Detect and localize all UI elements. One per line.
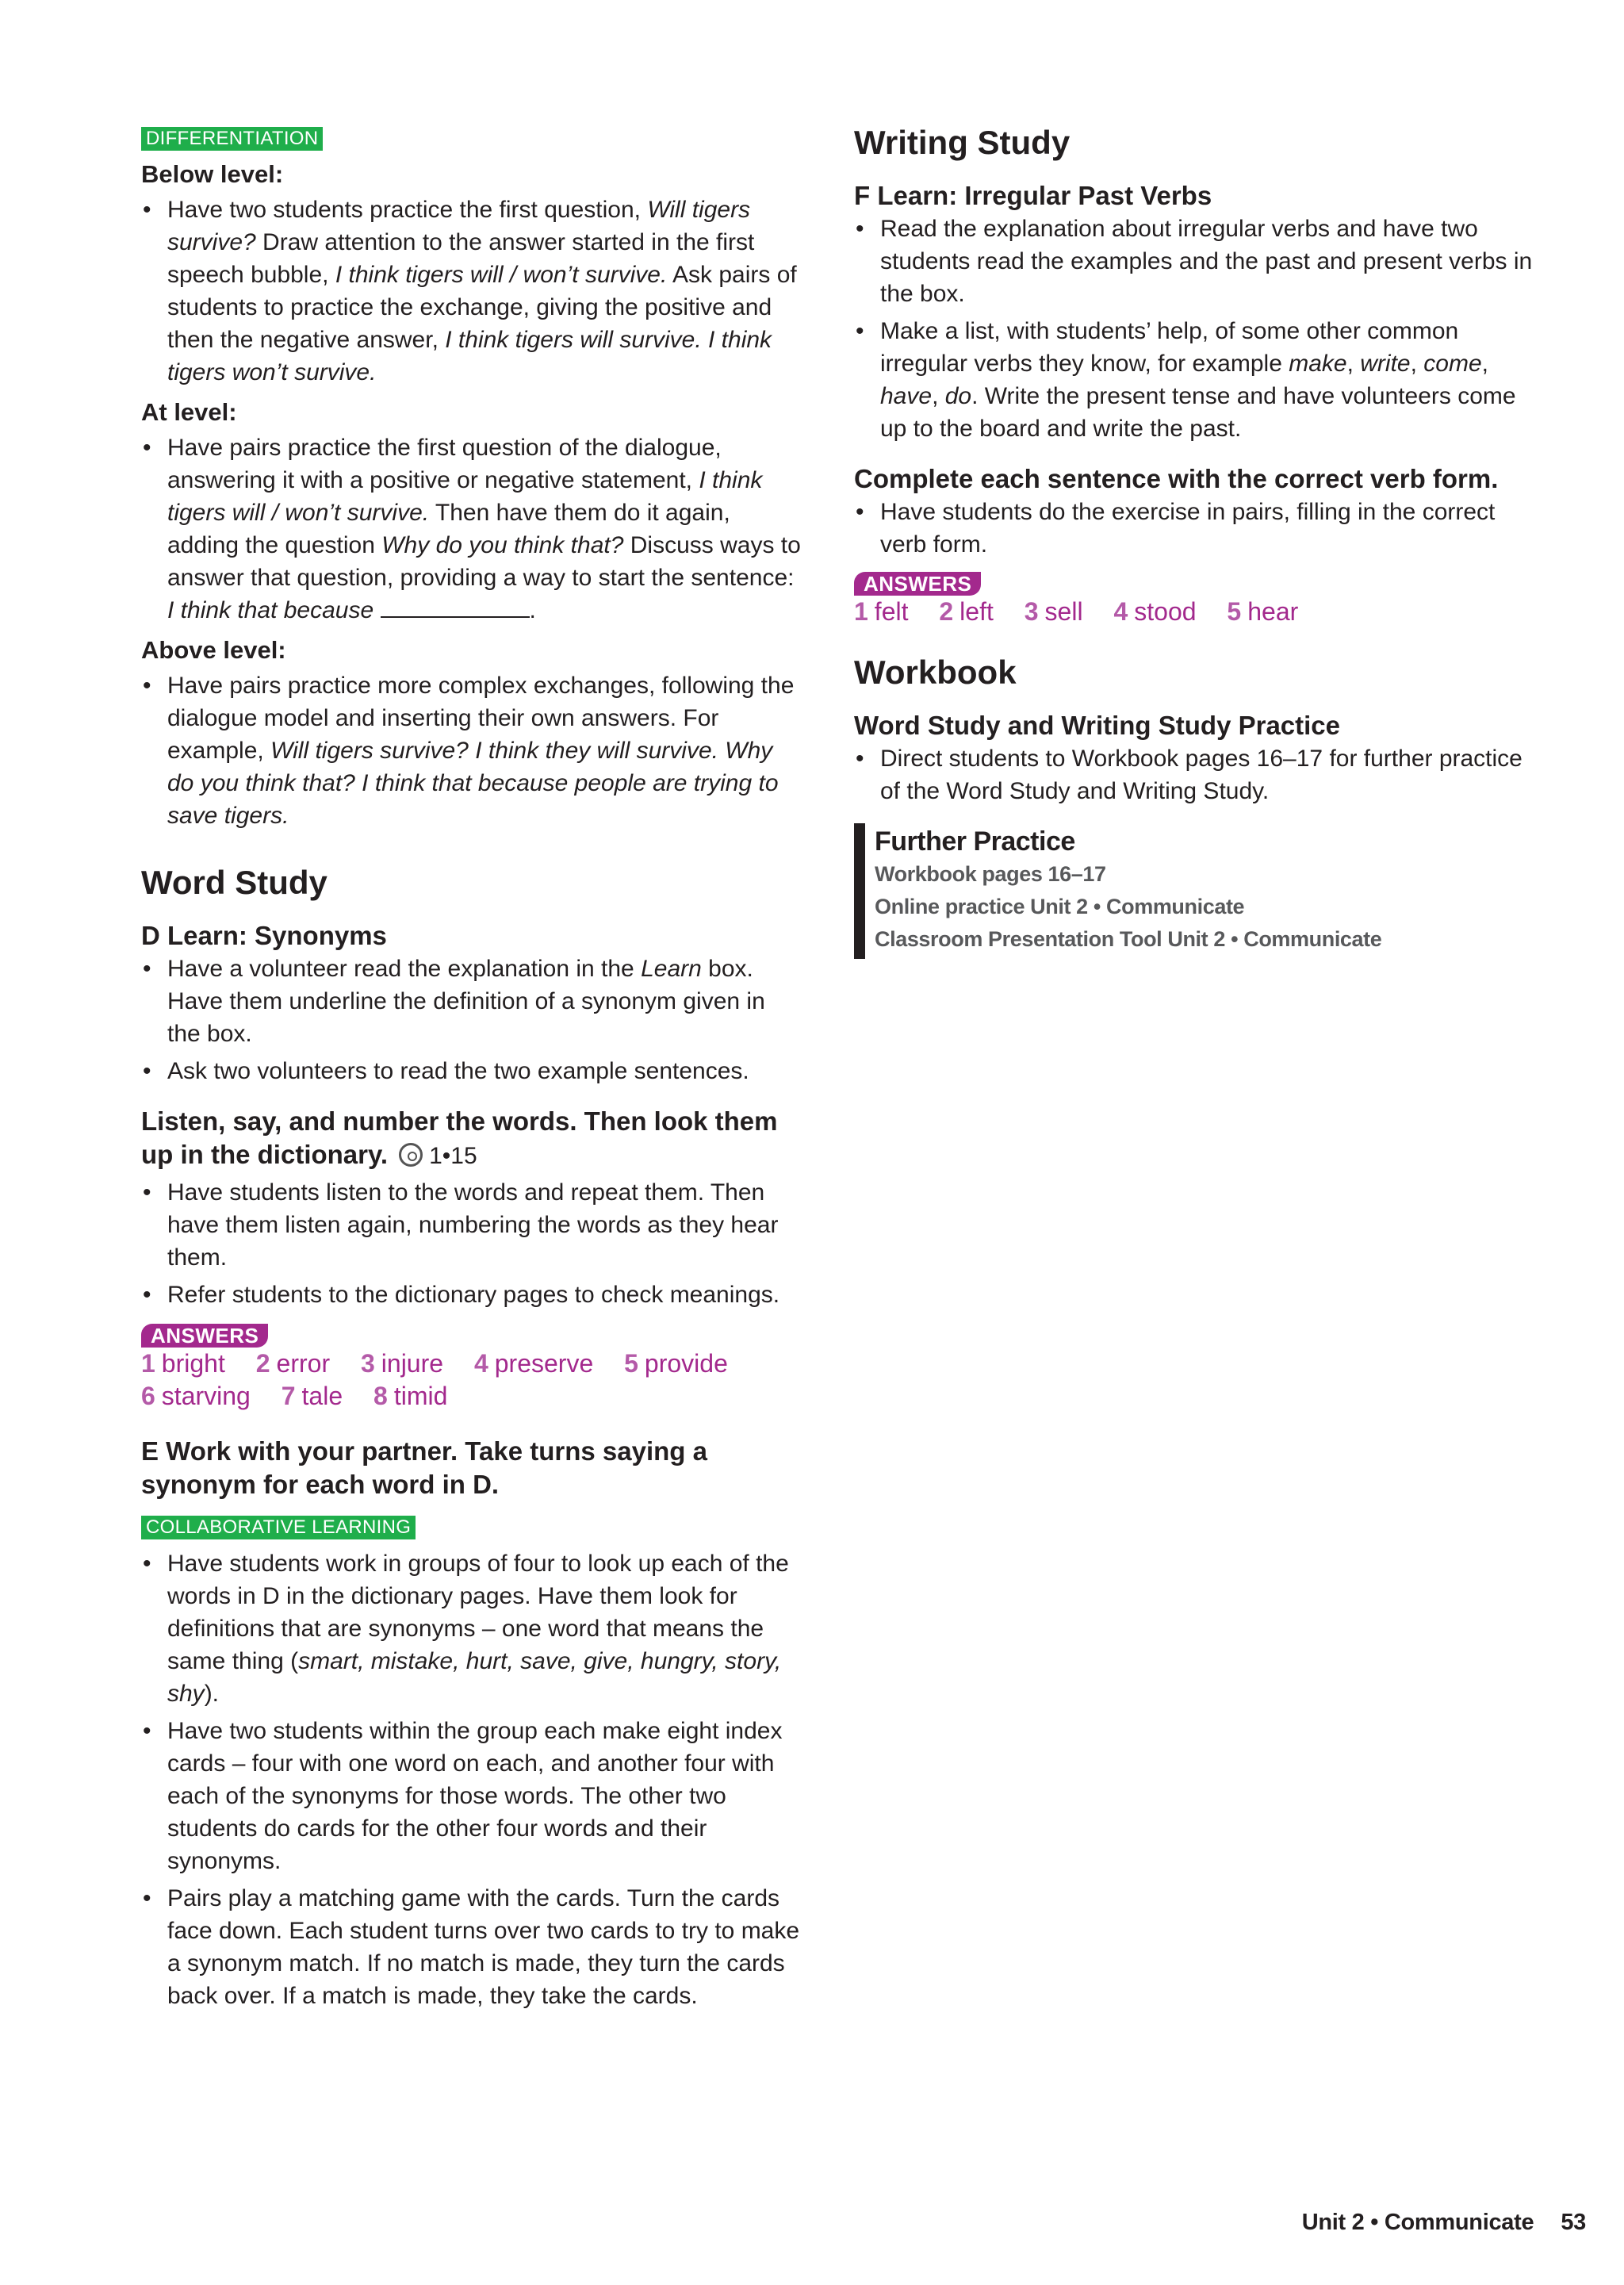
list-item: • Pairs play a matching game with the cards. Turn the cards face down. Each student turns over two cards to try to make a synonym match. If no match is made, they turn the cards back over. If a match is made, they take the cards. [141, 1882, 802, 2012]
differentiation-tag: DIFFERENTIATION [141, 127, 323, 151]
further-practice-box [854, 823, 1536, 959]
at-level-heading: At level: [141, 398, 237, 426]
list-item: • Read the explanation about irregular verbs and have two students read the examples and the past and present verbs in the box. [854, 213, 1536, 310]
complete-list [854, 496, 1536, 561]
further-practice-item: Online practice Unit 2 • Communicate [875, 895, 1245, 918]
above-level-list [141, 669, 802, 832]
list-item: • Refer students to the dictionary pages to check meanings. [141, 1279, 802, 1311]
at-level-list [141, 431, 802, 627]
list-item: • Have two students practice the first question, Will tigers survive? Draw attention to the answer started in the first speech bubble, I think tigers will / won’t survive. Ask pairs of students to practice the exchange, giving the positive and then the negative answer, I think tigers will survive. I think tigers won’t survive. [141, 194, 802, 389]
activity-e-list [141, 1547, 802, 2012]
list-item: • Ask two volunteers to read the two example sentences. [141, 1055, 802, 1087]
writing-study-heading: Writing Study [854, 124, 1071, 161]
page-footer [1300, 2210, 1586, 2236]
collab-tag-wrap [141, 1516, 802, 1539]
answers-row: 1 bright 2 error 3 injure 4 preserve 5 provide [141, 1349, 728, 1378]
answers-row: 1 felt 2 left 3 sell 4 stood 5 hear [854, 597, 1299, 626]
activity-f-heading: F Learn: Irregular Past Verbs [854, 181, 1212, 210]
writing-study-answers [854, 572, 1536, 628]
word-study-heading: Word Study [141, 864, 327, 901]
activity-d-list [141, 953, 802, 1087]
listen-instruction-heading: Listen, say, and number the words. Then look them up in the dictionary. 1•15 [141, 1106, 778, 1169]
list-item: • Have students listen to the words and repeat them. Then have them listen again, numbering the words as they hear them. [141, 1176, 802, 1274]
complete-instruction-heading: Complete each sentence with the correct verb form. [854, 464, 1499, 493]
track-number: 1•15 [429, 1143, 477, 1169]
answers-tag: ANSWERS [854, 572, 981, 596]
workbook-heading: Workbook [854, 654, 1017, 691]
above-level-heading: Above level: [141, 636, 286, 664]
right-column [854, 122, 1536, 959]
activity-d-heading: D Learn: Synonyms [141, 921, 387, 950]
further-practice-item: Classroom Presentation Tool Unit 2 • Communicate [875, 927, 1382, 951]
activity-e-heading: E Work with your partner. Take turns saying a synonym for each word in D. [141, 1436, 707, 1499]
below-level-list [141, 194, 802, 389]
collaborative-learning-tag: COLLABORATIVE LEARNING [141, 1516, 416, 1539]
page-number: 53 [1561, 2210, 1586, 2235]
activity-f-list [854, 213, 1536, 445]
list-item: • Have a volunteer read the explanation in the Learn box. Have them underline the definition of a synonym given in the box. [141, 953, 802, 1050]
list-item: • Make a list, with students’ help, of some other common irregular verbs they know, for example make, write, come, have, do. Write the present tense and have volunteers come up to the board and write the past. [854, 315, 1536, 445]
answers-row: 6 starving 7 tale 8 timid [141, 1382, 448, 1410]
audio-cd-icon [399, 1143, 423, 1167]
fill-in-blank [381, 596, 530, 618]
list-item: • Have pairs practice the first question of the dialogue, answering it with a positive or negative statement, I think tigers will / won’t survive. Then have them do it again, adding the question Why do you think that? Discuss ways to answer that question, providing a way to start the sentence: I think that because . [141, 431, 802, 627]
further-practice-title: Further Practice [875, 826, 1075, 857]
list-item: • Have two students within the group each make eight index cards – four with one word on each, and another four with each of the synonyms for those words. The other two students do cards for the other four words and their synonyms. [141, 1715, 802, 1877]
workbook-subheading: Word Study and Writing Study Practice [854, 711, 1341, 740]
further-practice-item: Workbook pages 16–17 [875, 862, 1106, 886]
list-item: • Have students work in groups of four to look up each of the words in D in the dictionary pages. Have them look for definitions that are synonyms – one word that means the same thing (smart, mistake, hurt, save, give, hungry, story, shy). [141, 1547, 802, 1710]
listen-list [141, 1176, 802, 1311]
below-level-heading: Below level: [141, 160, 284, 188]
list-item: • Have pairs practice more complex exchanges, following the dialogue model and inserting their own answers. For example, Will tigers survive? I think they will survive. Why do you think that? I think that because people are trying to save tigers. [141, 669, 802, 832]
list-item: • Have students do the exercise in pairs, filling in the correct verb form. [854, 496, 1536, 561]
left-column [141, 127, 802, 2017]
answers-tag: ANSWERS [141, 1324, 268, 1348]
workbook-list [854, 742, 1536, 807]
word-study-answers [141, 1324, 802, 1413]
list-item: • Direct students to Workbook pages 16–17 for further practice of the Word Study and Writing Study. [854, 742, 1536, 807]
footer-unit-label: Unit 2 • Communicate [1301, 2210, 1534, 2235]
